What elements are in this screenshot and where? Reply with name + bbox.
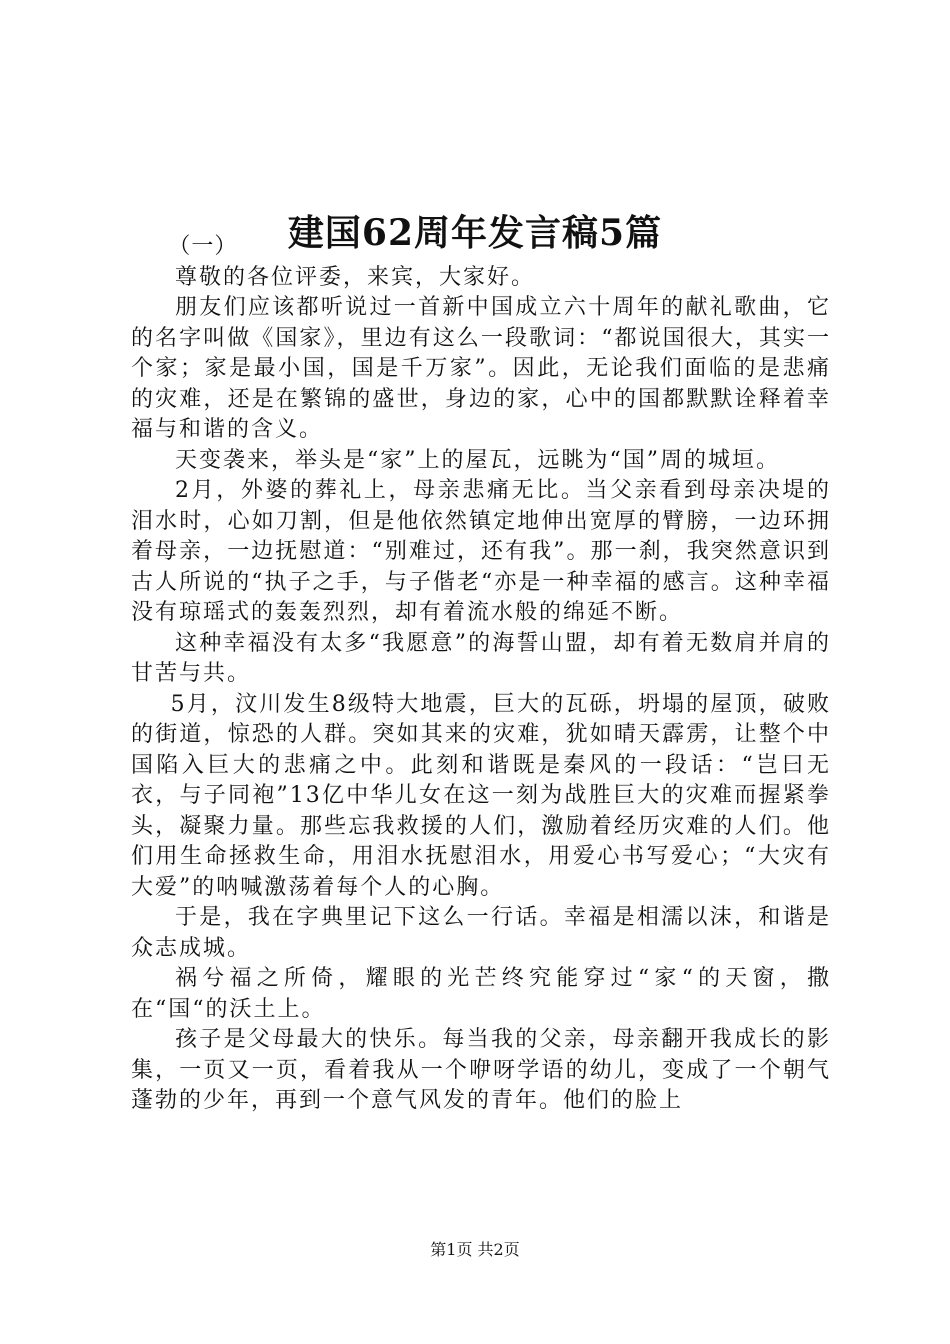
paragraph: 于是，我在字典里记下这么一行话。幸福是相濡以沫，和谐是众志成城。 bbox=[131, 905, 831, 961]
paragraph: 朋友们应该都听说过一首新中国成立六十周年的献礼歌曲，它的名字叫做《国家》，里边有这么一段歌词：“都说国很大，其实一个家；家是最小国，国是千万家”。因此，无论我们面临的是悲痛的灾难，还是在繁锦的盛世，身边的家，心中的国都默默诠释着幸福与和谐的含义。 bbox=[131, 295, 831, 442]
paragraph: 这种幸福没有太多“我愿意”的海誓山盟，却有着无数肩并肩的甘苦与共。 bbox=[131, 630, 831, 686]
paragraph: 祸兮福之所倚，耀眼的光芒终究能穿过“家“的天窗，撒在“国“的沃土上。 bbox=[131, 966, 831, 1022]
page-number-footer: 第1页 共2页 bbox=[430, 1240, 520, 1259]
paragraph: 5月，汶川发生8级特大地震，巨大的瓦砾，坍塌的屋顶，破败的街道，惊恐的人群。突如其来的灾难，犹如晴天霹雳，让整个中国陷入巨大的悲痛之中。此刻和谐既是秦风的一段话：“岂曰无衣，与子同袍”13亿中华儿女在这一刻为战胜巨大的灾难而握紧拳头，凝聚力量。那些忘我救援的人们，激励着经历灾难的人们。他们用生命拯救生命，用泪水抚慰泪水，用爱心书写爱心；“大灾有大爱”的呐喊激荡着每个人的心胸。 bbox=[131, 691, 831, 900]
section-heading: （一） bbox=[168, 234, 238, 259]
paragraph: 天变袭来，举头是“家”上的屋瓦，远眺为“国”周的城垣。 bbox=[175, 447, 780, 473]
paragraph: 孩子是父母最大的快乐。每当我的父亲，母亲翻开我成长的影集，一页又一页，看着我从一个咿呀学语的幼儿，变成了一个朝气蓬勃的少年，再到一个意气风发的青年。他们的脸上 bbox=[131, 1027, 831, 1113]
document-title: 建国62周年发言稿5篇 bbox=[287, 212, 663, 255]
document-body bbox=[131, 232, 831, 1117]
paragraph: 2月，外婆的葬礼上，母亲悲痛无比。当父亲看到母亲决堤的泪水时，心如刀割，但是他依然镇定地伸出宽厚的臂膀，一边环拥着母亲，一边抚慰道：“别难过，还有我”。那一刹，我突然意识到古人所说的“执子之手，与子偕老“亦是一种幸福的感言。这种幸福没有琼瑶式的轰轰烈烈，却有着流水般的绵延不断。 bbox=[131, 478, 831, 625]
paragraph-greeting: 尊敬的各位评委，来宾，大家好。 bbox=[175, 264, 536, 290]
